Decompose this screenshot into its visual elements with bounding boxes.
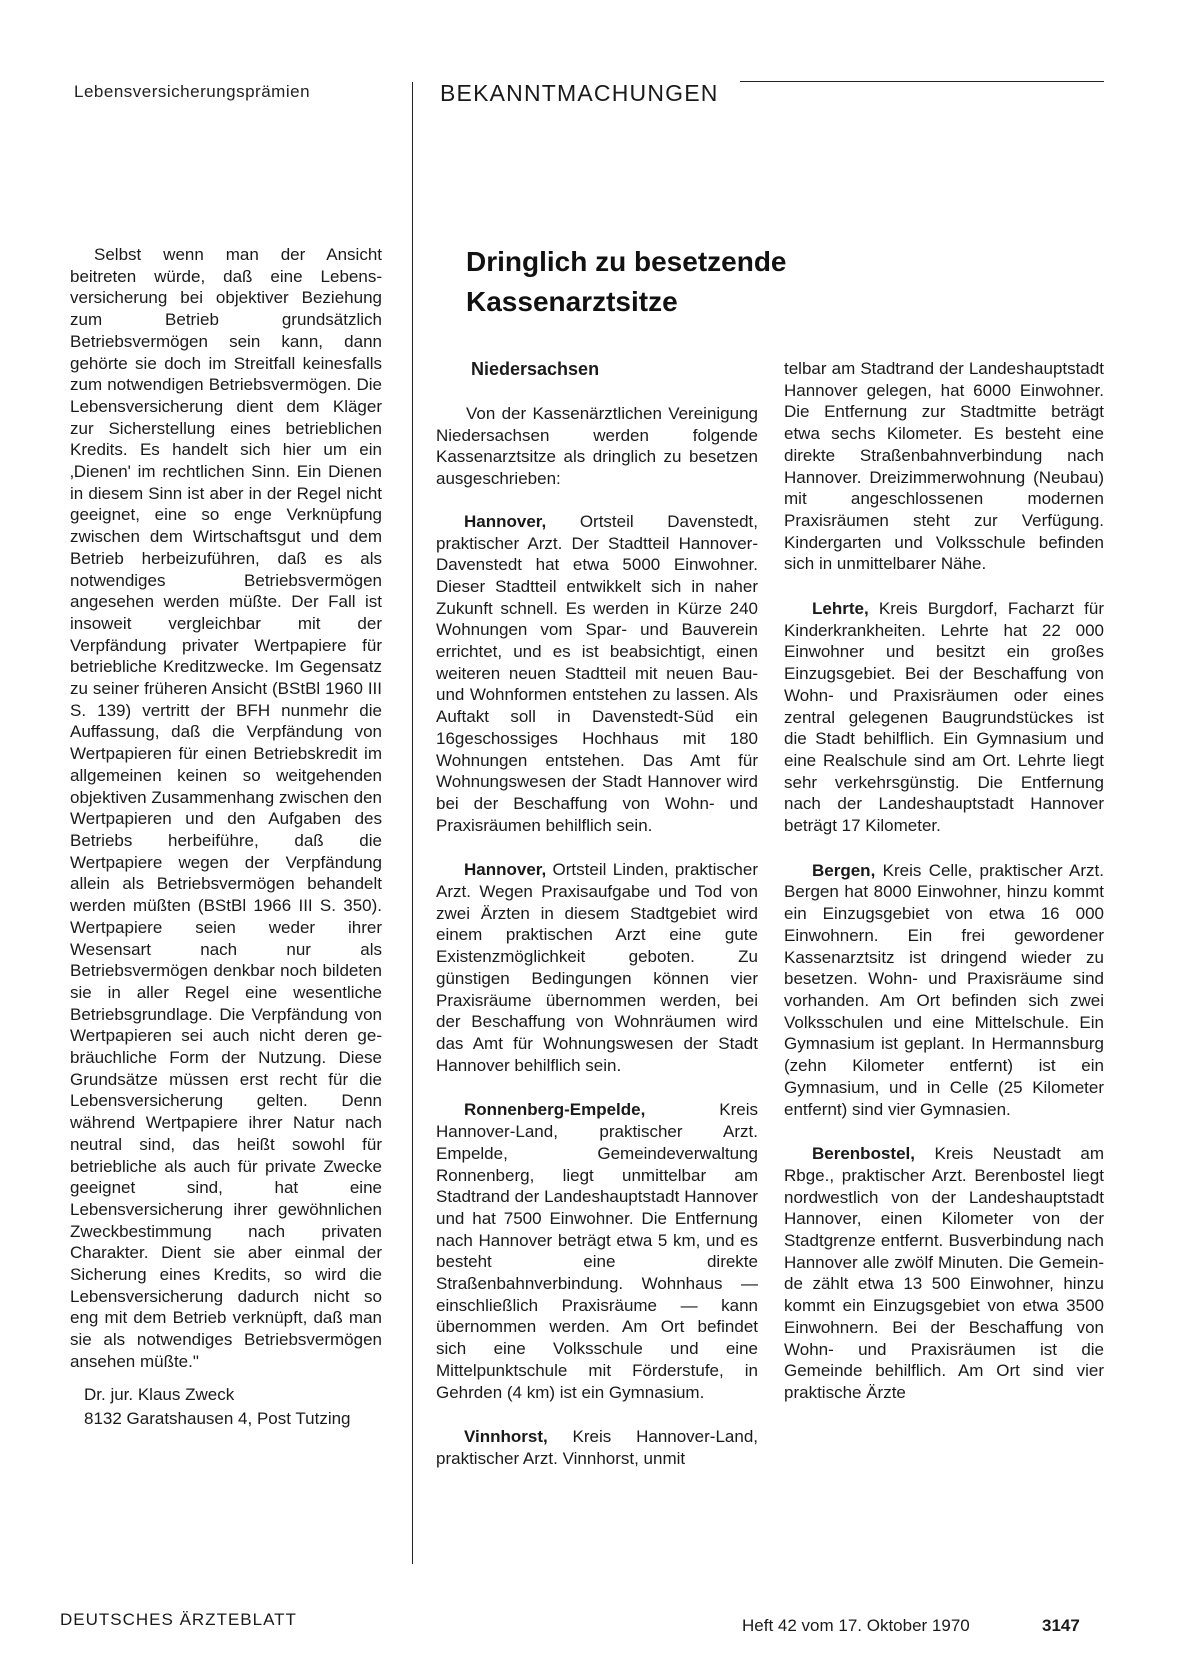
region-heading: Niedersachsen (471, 359, 600, 379)
listing-text: Ortsteil Linden, praktischer Arzt. Wegen Praxisaufgabe und Tod von zwei Ärzten in diesem Stadtgebiet wird einem praktischen Arzt eine gute Existenzmöglichkeit geboten. Zu günstigen Bedingungen können vier Praxisräume übernommen werden, bei der Beschaffung von Wohnräumen wird das Amt für Wohnungswesen der Stadt Hannover behilflich sein. (436, 860, 758, 1075)
listing-place: Hannover, (464, 511, 547, 531)
listing-place: Berenbostel, (812, 1144, 915, 1164)
section-rule (740, 81, 1104, 82)
listing-text: Kreis Celle, praktischer Arzt. Bergen hat 8000 Einwohner, hinzu kommt ein Einzugsgebiet von etwa 16 000 Einwohnern. Ein frei gewordener Kassenarztsitz ist dringend wieder zu besetzen. Wohn- und Praxisräume sind vorhanden. Am Ort befinden sich zwei Volksschulen und eine Mittelschule. Ein Gymnasium ist geplant. In Hermannsburg (zehn Kilometer entfernt) ist ein Gymnasium, und in Celle (25 Kilometer entfernt) sind vier Gymnasien. (784, 860, 1104, 1119)
listing-continuation: telbar am Stadtrand der Landeshauptstadt Hannover gelegen, hat 6000 Einwohner. Die Entfernung zur Stadtmitte beträgt etwa sechs Kilometer. Es besteht eine direkte Straßenbahnverbindung nach Hannover. Dreizimmerwohnung (Neubau) mit angeschlossenen modernen Praxisräumen steht zur Verfügung. Kindergarten und Volksschule befinden sich in unmittelbarer Nähe. (784, 359, 1104, 574)
listing-entry (436, 511, 758, 837)
author-signature (70, 1383, 382, 1431)
listing-text: Kreis Hannover-Land, praktischer Arzt. Vinnhorst, unmit (436, 1427, 758, 1468)
section-head: BEKANNTMACHUNGEN (440, 80, 719, 106)
listing-text: Kreis Hannover-Land, praktischer Arzt. Empelde, Gemeindeverwaltung Ronnenberg, liegt unmittelbar am Stadtrand der Landeshauptstadt Hannover und hat 7500 Einwohner. Die Entfernung nach Hannover beträgt etwa 5 km, und es besteht eine direkte Straßenbahnverbindung. Wohnhaus — einschließlich Praxisräume — kann übernommen werden. Am Ort befindet sich eine Volksschule und eine Mittelpunktschule mit Förderstufe, in Gehrden (4 km) ist ein Gymnasium. (436, 1100, 758, 1402)
left-column (70, 244, 382, 1431)
listing-place: Ronnenberg-Empelde, (464, 1100, 646, 1120)
listing-entry (784, 860, 1104, 1120)
journal-name: DEUTSCHES ÄRZTEBLATT (60, 1610, 297, 1629)
listing-place: Hannover, (464, 860, 547, 880)
listing-text: Kreis Neustadt am Rbge., praktischer Arzt. Berenbostel liegt nordwestlich von der Landeshauptstadt Hannover, einen Kilometer von der Stadtgrenze entfernt. Busverbindung nach Hannover alle zwölf Minuten. Die Gemeinde zählt etwa 13 500 Einwohner, hinzu kommt ein Einzugsgebiet von etwa 3500 Einwohnern. Bei der Beschaffung von Wohn- und Praxisräumen ist die Gemeinde behilflich. Am Ort sind vier praktische Ärzte (784, 1144, 1104, 1402)
running-head: Lebensversicherungsprämien (74, 82, 311, 101)
author-address: 8132 Garatshausen 4, Post Tutzing (84, 1408, 351, 1428)
listing-entry (784, 598, 1104, 837)
listing-entry (436, 1426, 758, 1469)
title-line-1: Dringlich zu besetzende (466, 246, 787, 277)
column-rule (412, 82, 413, 1564)
right-column (784, 358, 1104, 1404)
listing-entry (436, 1099, 758, 1403)
middle-column (436, 403, 758, 1470)
article-intro: Von der Kassenärztlichen Vereinigung Niedersachsen werden folgende Kassenarztsitze als dringlich zu besetzen ausgeschrieben: (436, 404, 758, 489)
listing-entry (436, 859, 758, 1076)
listing-place: Bergen, (812, 860, 876, 880)
article-title (466, 242, 886, 322)
page-number: 3147 (1042, 1616, 1080, 1635)
left-column-body: Selbst wenn man der Ansicht beitreten würde, daß eine Lebensversicherung bei objektiver Beziehung zum Betrieb grundsätzlich Betriebsvermögen sein kann, dann gehörte sie doch im Streitfall keinesfalls zum notwendigen Betriebsvermögen. Die Lebensversicherung dient dem Kläger zur Sicherstellung eines betrieblichen Kredits. Es handelt sich hier um ein ‚Dienen' im rechtlichen Sinn. Ein Dienen in diesem Sinn ist aber in der Regel nicht geeignet, eine so enge Verknüpfung zwischen dem Wirtschaftsgut und dem Betrieb herbeizuführen, daß es als notwendiges Betriebsvermögen angesehen werden müßte. Der Fall ist insoweit vergleichbar mit der Verpfändung privater Wertpapiere für betriebliche Kreditzwecke. Im Gegensatz zu seiner früheren Ansicht (BStBl 1960 III S. 139) vertritt der BFH nunmehr die Auffassung, daß die Verpfändung von Wertpapieren für einen Betriebskredit im allgemeinen keinen so weitgehenden objektiven Zusammenhang zwischen den Wertpapieren und den Aufgaben des Betriebs herbeiführe, daß die Wertpapiere wegen der Verpfändung allein als Betriebsvermögen behandelt werden müßten (BStBl 1966 III S. 350). Wertpapiere seien weder ihrer Wesensart nach nur als Betriebsvermögen denkbar noch bildeten sie in aller Regel eine wesentliche Betriebsgrundlage. Die Verpfändung von Wertpapieren sei auch nicht deren gebräuchliche Form der Nutzung. Diese Grundsätze müssen erst recht für die Lebensversicherung gelten. Denn während Wertpapiere ihrer Natur nach neutral sind, das heißt sowohl für betriebliche als auch für private Zwecke geeignet sind, hat eine Lebensversicherung ihrer gewöhnlichen Zweckbestimmung nach privaten Charakter. Dient sie aber einmal der Sicherung eines Kredits, so wird die Lebensversicherung dadurch nicht so eng mit dem Betrieb verknüpft, daß man sie als notwendiges Betriebsvermögen ansehen müßte." (70, 245, 382, 1371)
title-line-2: Kassenarztsitze (466, 286, 678, 317)
listing-place: Lehrte, (812, 599, 869, 619)
listing-text: Ortsteil Davenstedt, praktischer Arzt. Der Stadtteil Hannover-Davenstedt hat etwa 5000 Einwohner. Dieser Stadtteil entwikkelt sich in naher Zukunft schnell. Es werden in Kürze 240 Wohnungen vom Spar- und Bauverein errichtet, und es ist beabsichtigt, einen weiteren neuen Stadtteil mit neuen Bau- und Wohnformen entstehen zu lassen. Als Auftakt soll in Davenstedt-Süd ein 16geschossiges Hochhaus mit 180 Wohnungen entstehen. Das Amt für Wohnungswesen der Stadt Hannover wird bei der Beschaffung von Wohn- und Praxisräumen behilflich sein. (436, 511, 758, 835)
listing-text: Kreis Burgdorf, Facharzt für Kinderkrankheiten. Lehrte hat 22 000 Einwohner und besitzt ein großes Einzugsgebiet. Bei der Beschaffung von Wohn- und Praxisräumen oder eines zentral gelegenen Baugrundstückes ist die Stadt behilflich. Ein Gymnasium und eine Realschule sind am Ort. Lehrte liegt sehr verkehrsgünstig. Die Entfernung nach der Landeshauptstadt Hannover beträgt 17 Kilometer. (784, 599, 1104, 836)
listing-place: Vinnhorst, (464, 1427, 548, 1447)
issue-info: Heft 42 vom 17. Oktober 1970 (742, 1616, 970, 1635)
listing-entry (784, 1143, 1104, 1403)
author-name: Dr. jur. Klaus Zweck (84, 1384, 235, 1404)
